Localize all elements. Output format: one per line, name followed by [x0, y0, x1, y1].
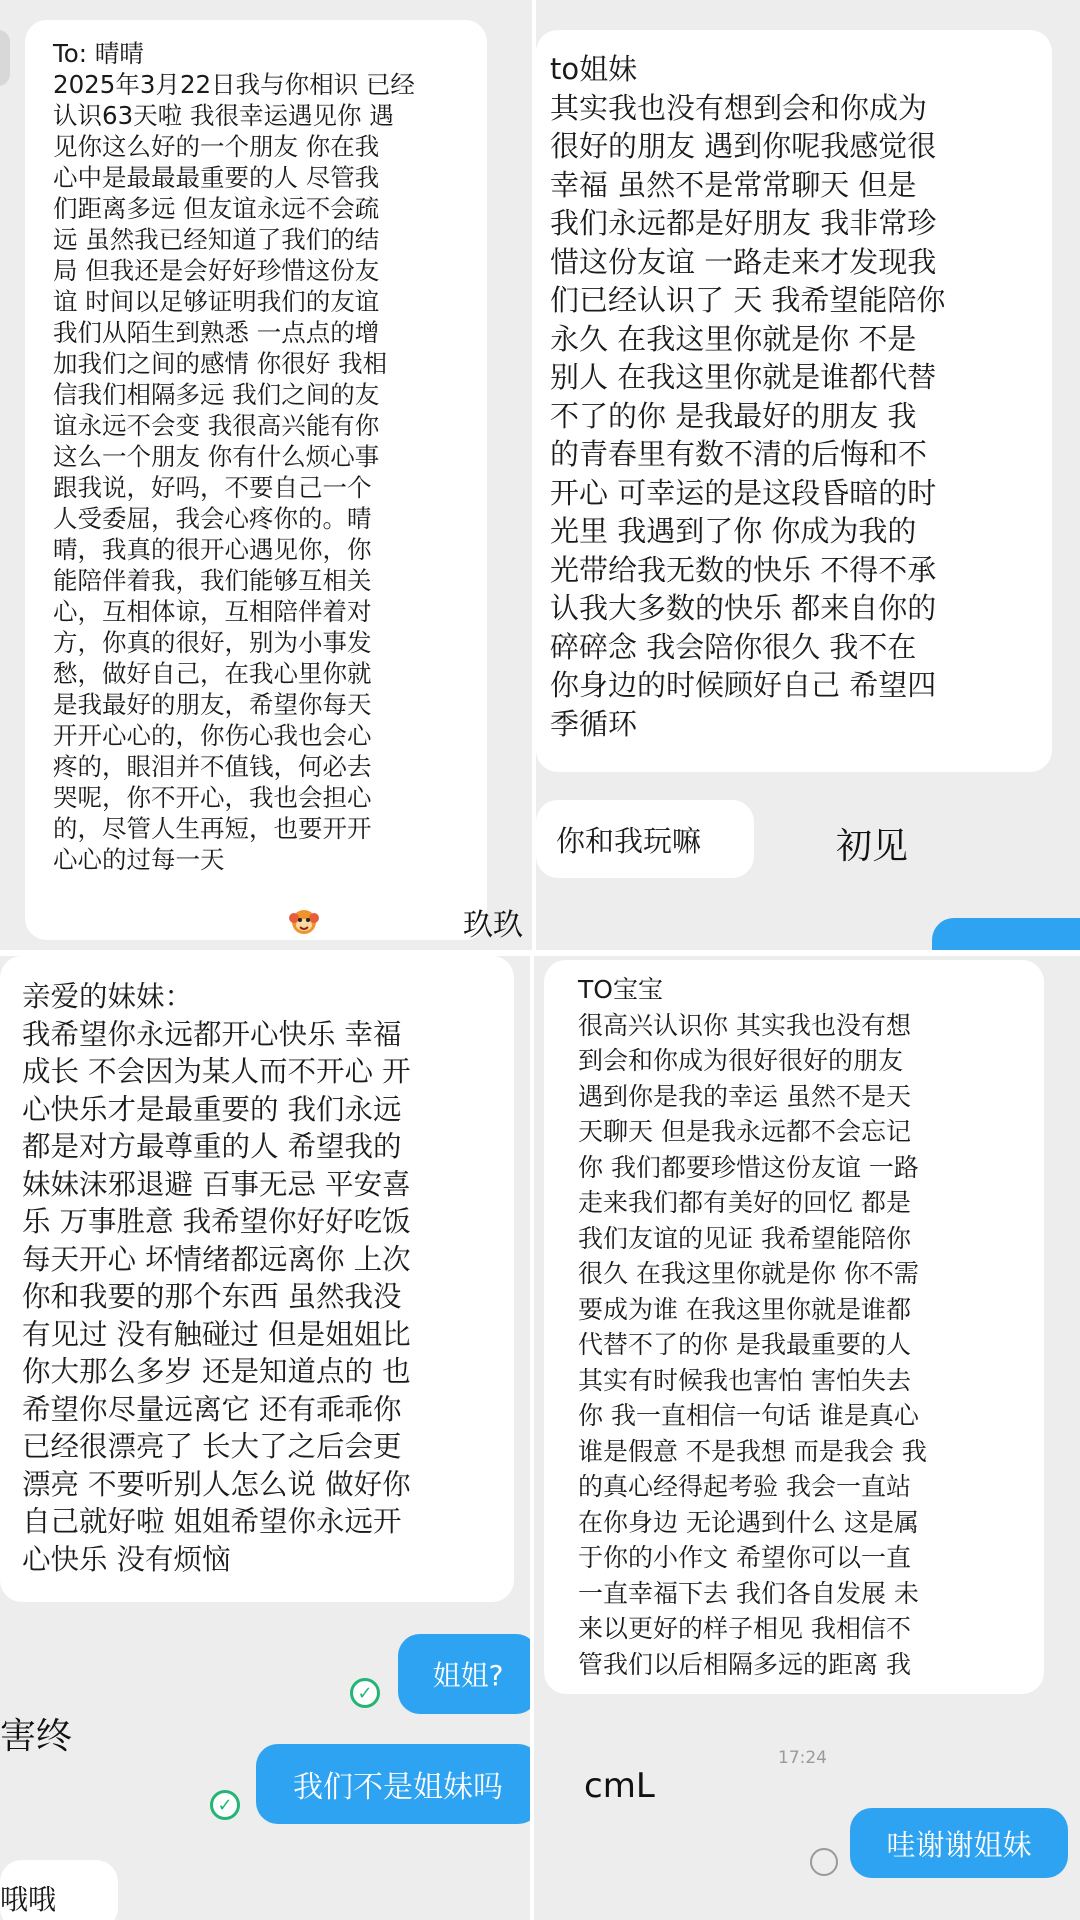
letter-text: to姐妹 其实我也没有想到会和你成为 很好的朋友 遇到你呢我感觉很 幸福 虽然不是常常聊天 但是 我们永远都是好朋友 我非常珍 惜这份友谊 一路走来才发现我 们已经认识了 天 我希望能陪你 永久 在我这里你就是你 不是 别人 在我这里你就是谁都代替 不了的你 是我最好的朋友 我 的青春里有数不清的后悔和不 开心 可幸运的是这段昏暗的时 光里 我遇到了你 你成为我的 光带给我无数的快乐 不得不承 认我大多数的快乐 都来自你的 碎碎念 我会陪你很久 我不在 你身边的时候顾好自己 希望四 季循环: [550, 52, 946, 741]
panel-bottom-right: [534, 956, 1080, 1920]
avatar-partial: [0, 30, 10, 86]
sent-bubble[interactable]: [256, 1744, 530, 1824]
sender-name-label: cmL: [584, 1766, 655, 1806]
check-circle-icon: ✓: [210, 1790, 240, 1820]
panel-top-right: [536, 0, 1080, 950]
blue-bubble-partial: [932, 918, 1080, 950]
message-text: 哦哦: [0, 1883, 57, 1916]
sender-name-label: 害终: [0, 1716, 73, 1757]
letter-text: 亲爱的妹妹： 我希望你永远都开心快乐 幸福 成长 不会因为某人而不开心 开 心快乐才是最重要的 我们永远 都是对方最尊重的人 希望我的 妹妹沫邪退避 百事无忌 平安喜 乐 万事胜意 我希望你好好吃饭 每天开心 坏情绪都远离你 上次 你和我要的那个东西 虽然我没 有见过 没有触碰过 但是姐姐比 你大那么多岁 还是知道点的 也 希望你尽量远离它 还有乖乖你 已经很漂亮了 长大了之后会更 漂亮 不要听别人怎么说 做好你 自己就好啦 姐姐希望你永远开 心快乐 没有烦恼: [22, 980, 411, 1576]
letter-text: TO宝宝 很高兴认识你 其实我也没有想 到会和你成为很好很好的朋友 遇到你是我的幸运 虽然不是天 天聊天 但是我永远都不会忘记 你 我们都要珍惜这份友谊 一路 走来我们都有美好的回忆 都是 我们友谊的见证 我希望能陪你 很久 在我这里你就是你 你不需 要成为谁 在我这里你就是谁都 代替不了的你 是我最重要的人 其实有时候我也害怕 害怕失去 你 我一直相信一句话 谁是真心 谁是假意 不是我想 而是我会 我 的真心经得起考验 我会一直站 在你身边 无论遇到什么 这是属 于你的小作文 希望你可以一直 一直幸福下去 我们各自发展 未 来以更好的样子相见 我相信不 管我们以后相隔多远的距离 我: [578, 975, 927, 1679]
check-circle-icon: ✓: [350, 1678, 380, 1708]
sent-text: 姐姐?: [432, 1659, 504, 1692]
message-bubble[interactable]: [0, 956, 514, 1602]
sender-name-label: 初见: [836, 826, 909, 867]
panel-top-left: [0, 0, 532, 950]
message-bubble[interactable]: [544, 960, 1044, 1694]
reply-text: 你和我玩嘛: [556, 823, 702, 858]
sent-bubble[interactable]: [398, 1634, 530, 1714]
panel-bottom-left: [0, 956, 530, 1920]
sent-text: 哇谢谢姐妹: [886, 1827, 1032, 1862]
sent-bubble[interactable]: [850, 1808, 1068, 1878]
reply-bubble[interactable]: [536, 800, 754, 878]
letter-text: To: 晴晴 2025年3月22日我与你相识 已经 认识63天啦 我很幸运遇见你 遇 见你这么好的一个朋友 你在我 心中是最最最重要的人 尽管我 们距离多远 但友谊永远不会疏 远 虽然我已经知道了我们的结 局 但我还是会好好珍惜这份友 谊 时间以足够证明我们的友谊 我们从陌生到熟悉 一点点的增 加我们之间的感情 你很好 我相 信我们相隔多远 我们之间的友 谊永远不会变 我很高兴能有你 这么一个朋友 你有什么烦心事 跟我说，好吗，不要自己一个 人受委屈，我会心疼你的。晴 晴，我真的很开心遇见你，你 能陪伴着我，我们能够互相关 心，互相体谅，互相陪伴着对 方，你真的很好，别为小事发 愁，做好自己，在我心里你就 是我最好的朋友，希望你每天 开开心心的，你伤心我也会心 疼的，眼泪并不值钱，何必去 哭呢，你不开心，我也会担心 的，尽管人生再短，也要开开 心心的过每一天: [53, 39, 415, 874]
monkey-emoji-icon: [287, 906, 321, 936]
sent-text: 我们不是姐妹吗: [293, 1770, 503, 1805]
message-timestamp: 17:24: [778, 1748, 827, 1768]
sender-name-label: 玖玖: [463, 908, 523, 943]
message-bubble-partial[interactable]: [0, 1860, 118, 1920]
message-bubble[interactable]: [536, 30, 1052, 772]
pending-circle-icon: [810, 1848, 838, 1876]
message-bubble[interactable]: [25, 20, 487, 940]
